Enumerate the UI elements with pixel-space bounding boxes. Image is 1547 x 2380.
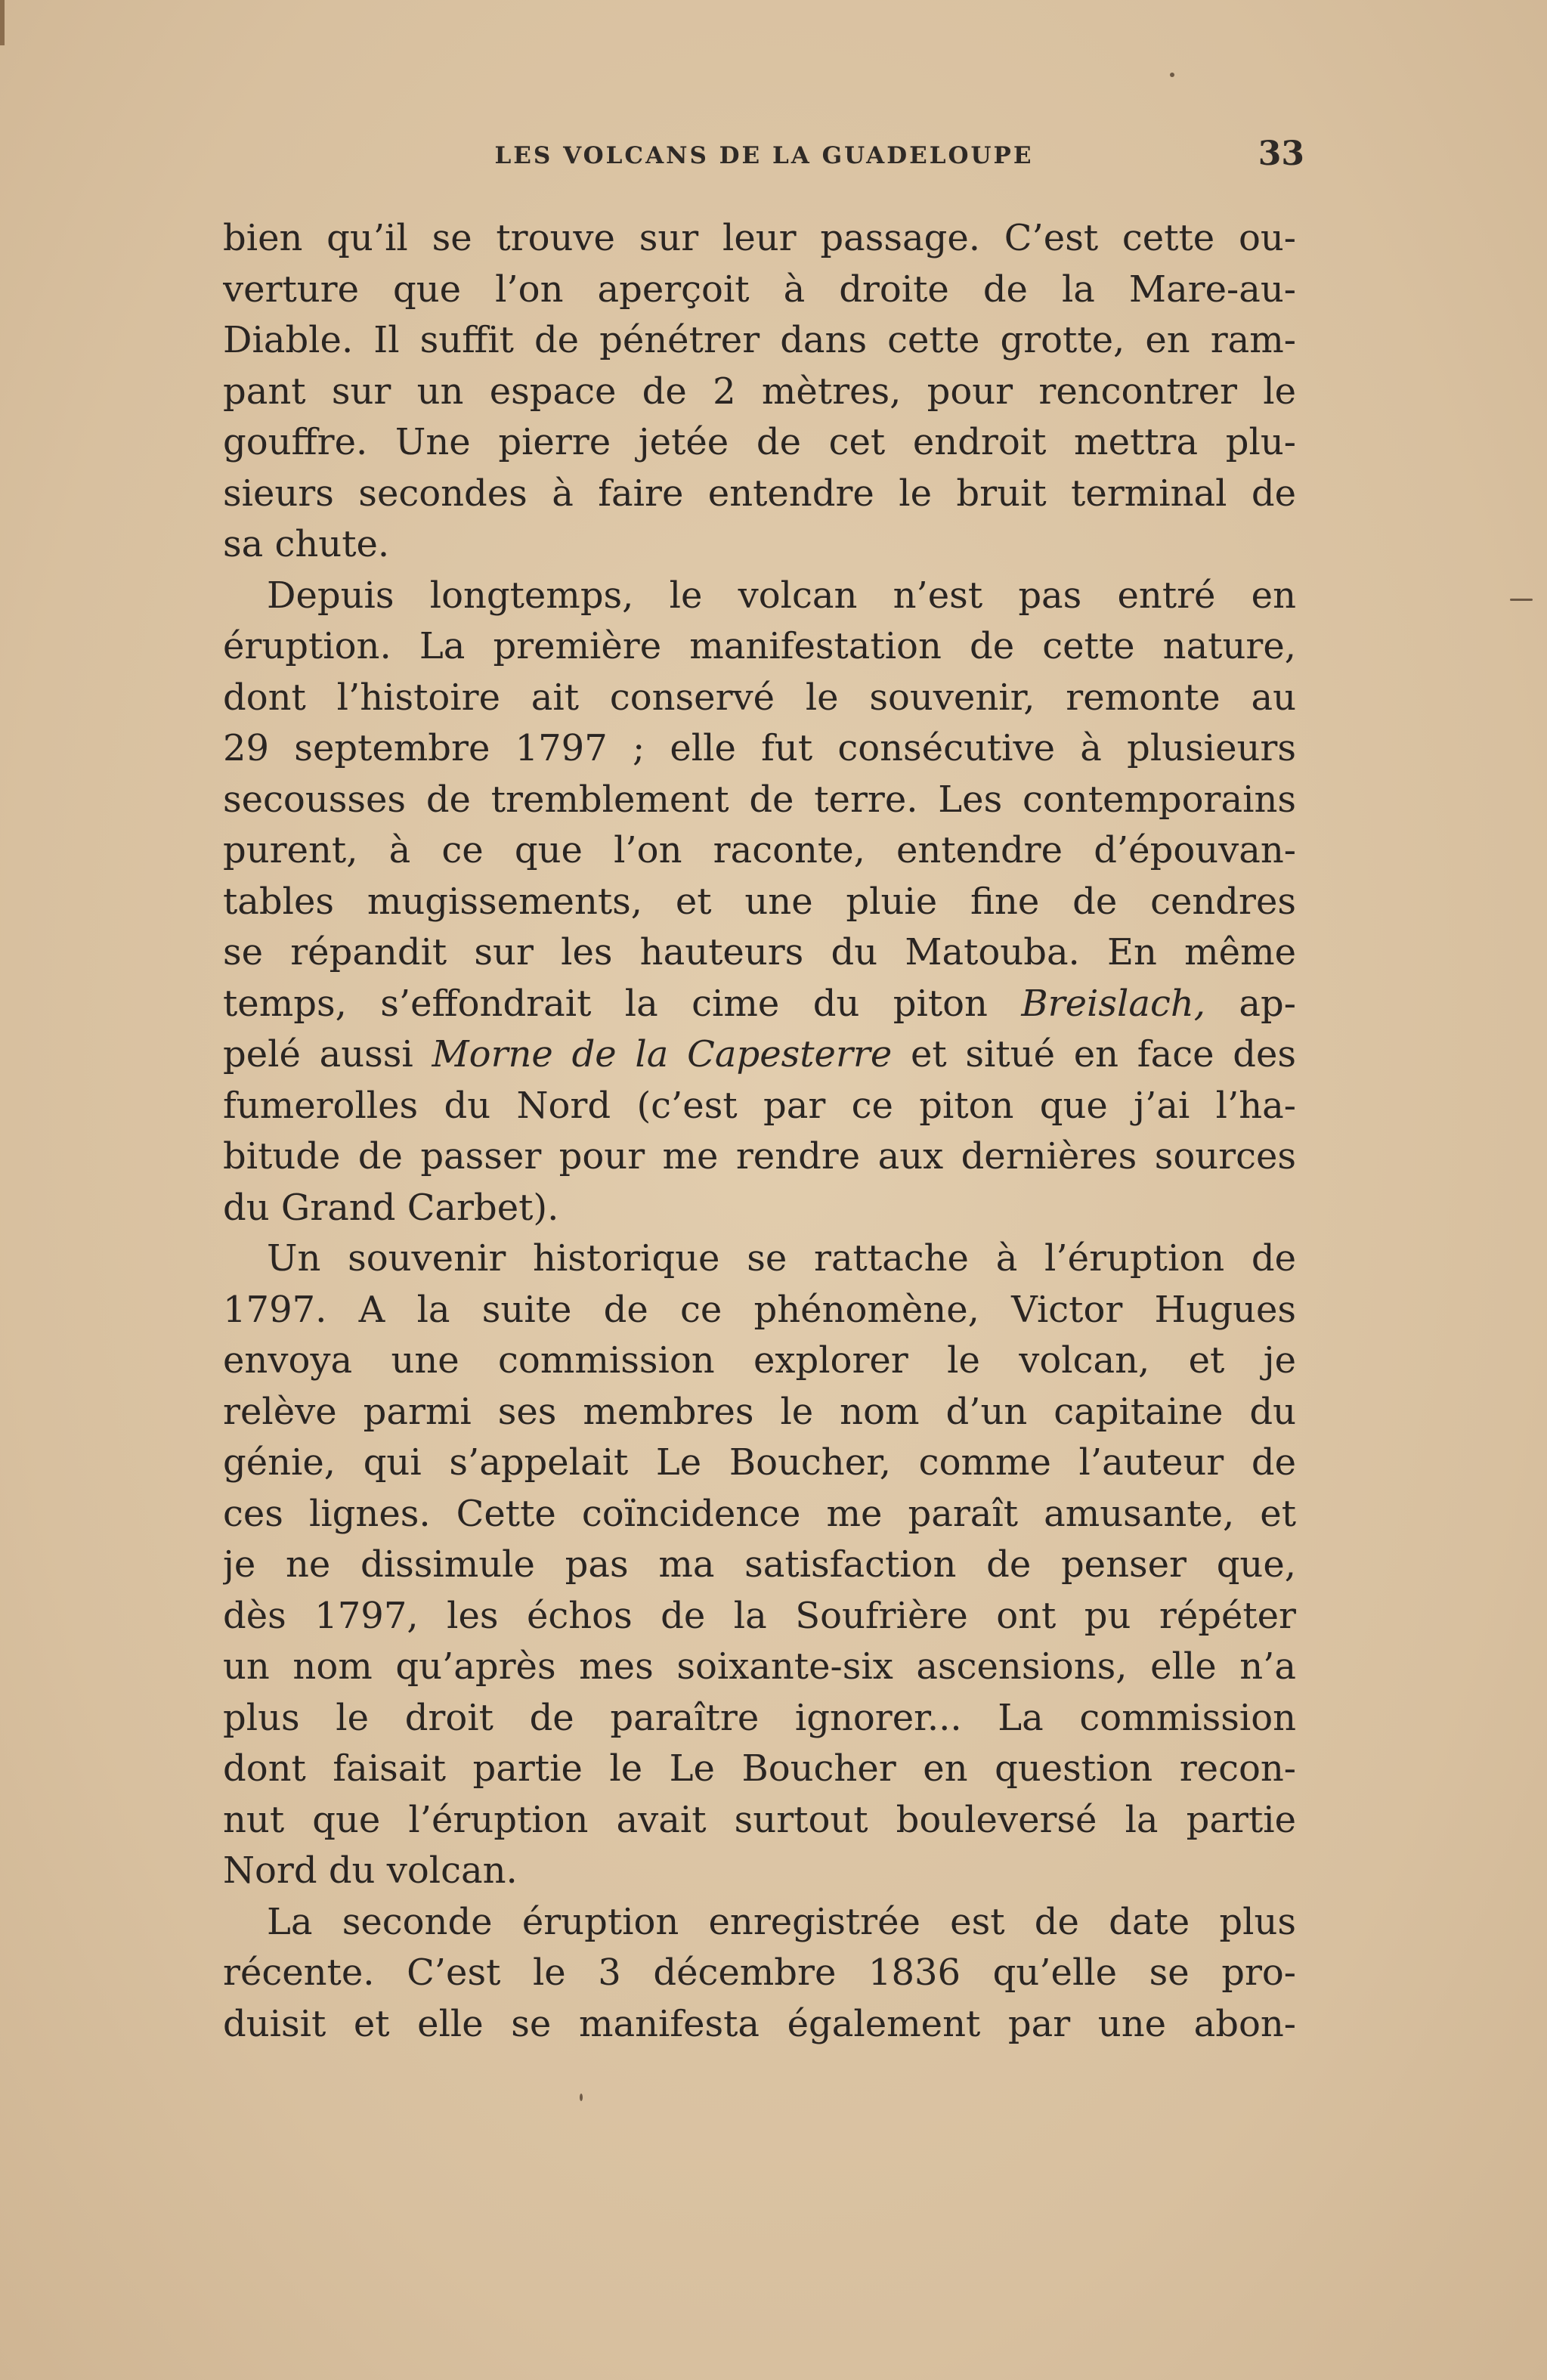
text-line: gouffre. Une pierre jetée de cet endroit mettra plu- xyxy=(223,421,1296,463)
page-number: 33 xyxy=(1258,135,1304,173)
text-line: récente. C’est le 3 décembre 1836 qu’elle se pro- xyxy=(223,1951,1296,1994)
paragraph-start-line: Depuis longtemps, le volcan n’est pas entré en xyxy=(267,574,1296,617)
text-line: envoya une commission explorer le volcan, et je xyxy=(223,1339,1296,1382)
paper-speck xyxy=(580,2094,583,2101)
text-line: un nom qu’après mes soixante-six ascensions, elle n’a xyxy=(223,1645,1296,1688)
text-line: se répandit sur les hauteurs du Matouba. En même xyxy=(223,931,1296,973)
text-line: fumerolles du Nord (c’est par ce piton que j’ai l’ha- xyxy=(223,1084,1296,1127)
page-edge-mark xyxy=(0,0,5,45)
paragraph-start-line: Un souvenir historique se rattache à l’éruption de xyxy=(267,1237,1296,1280)
text-line: dont l’histoire ait conservé le souvenir, remonte au xyxy=(223,676,1296,719)
page-header xyxy=(224,135,1304,187)
running-title: LES VOLCANS DE LA GUADELOUPE xyxy=(494,142,1034,169)
text-line: du Grand Carbet). xyxy=(223,1186,559,1229)
text-line: purent, à ce que l’on raconte, entendre d’épouvan- xyxy=(223,829,1296,871)
text-line: tables mugissements, et une pluie fine de cendres xyxy=(223,880,1296,923)
text-line: génie, qui s’appelait Le Boucher, comme l’auteur de xyxy=(223,1441,1296,1484)
text-run: pelé aussi xyxy=(223,1033,432,1075)
italic-place-name: Breislach, xyxy=(1021,982,1206,1025)
text-line: dont faisait partie le Le Boucher en question recon- xyxy=(223,1747,1296,1790)
body-text xyxy=(223,213,1296,2050)
text-line: verture que l’on aperçoit à droite de la Mare-au- xyxy=(223,268,1296,311)
text-run: temps, s’effondrait la cime du piton xyxy=(223,982,1022,1025)
paper-speck xyxy=(1510,599,1533,601)
text-line xyxy=(223,979,1296,1030)
text-line: 1797. A la suite de ce phénomène, Victor Hugues xyxy=(223,1288,1296,1331)
text-line: Nord du volcan. xyxy=(223,1849,518,1892)
text-line: ces lignes. Cette coïncidence me paraît amusante, et xyxy=(223,1492,1296,1535)
text-line: dès 1797, les échos de la Soufrière ont pu répéter xyxy=(223,1594,1296,1637)
text-line: bitude de passer pour me rendre aux dernières sources xyxy=(223,1135,1296,1178)
text-line: duisit et elle se manifesta également par une abon- xyxy=(223,2002,1296,2045)
italic-place-name: Morne de la Capesterre xyxy=(432,1033,893,1075)
text-run: et situé en face des xyxy=(892,1033,1296,1075)
text-line: sieurs secondes à faire entendre le bruit terminal de xyxy=(223,472,1296,515)
text-line: Diable. Il suffit de pénétrer dans cette grotte, en ram- xyxy=(223,319,1296,361)
text-run: ap- xyxy=(1205,982,1296,1025)
text-line: éruption. La première manifestation de cette nature, xyxy=(223,625,1296,667)
text-line: secousses de tremblement de terre. Les contemporains xyxy=(223,778,1296,821)
text-line: pant sur un espace de 2 mètres, pour rencontrer le xyxy=(223,370,1296,413)
text-line xyxy=(223,1029,1296,1081)
text-line: 29 septembre 1797 ; elle fut consécutive à plusieurs xyxy=(223,727,1296,769)
text-line: nut que l’éruption avait surtout bouleversé la partie xyxy=(223,1798,1296,1841)
paper-speck xyxy=(1170,73,1174,77)
text-line: relève parmi ses membres le nom d’un capitaine du xyxy=(223,1390,1296,1433)
text-line: je ne dissimule pas ma satisfaction de penser que, xyxy=(223,1543,1296,1586)
paragraph-start-line: La seconde éruption enregistrée est de date plus xyxy=(267,1900,1296,1943)
text-line: bien qu’il se trouve sur leur passage. C’est cette ou- xyxy=(223,217,1296,259)
text-line: sa chute. xyxy=(223,523,390,565)
text-line: plus le droit de paraître ignorer... La commission xyxy=(223,1696,1296,1739)
